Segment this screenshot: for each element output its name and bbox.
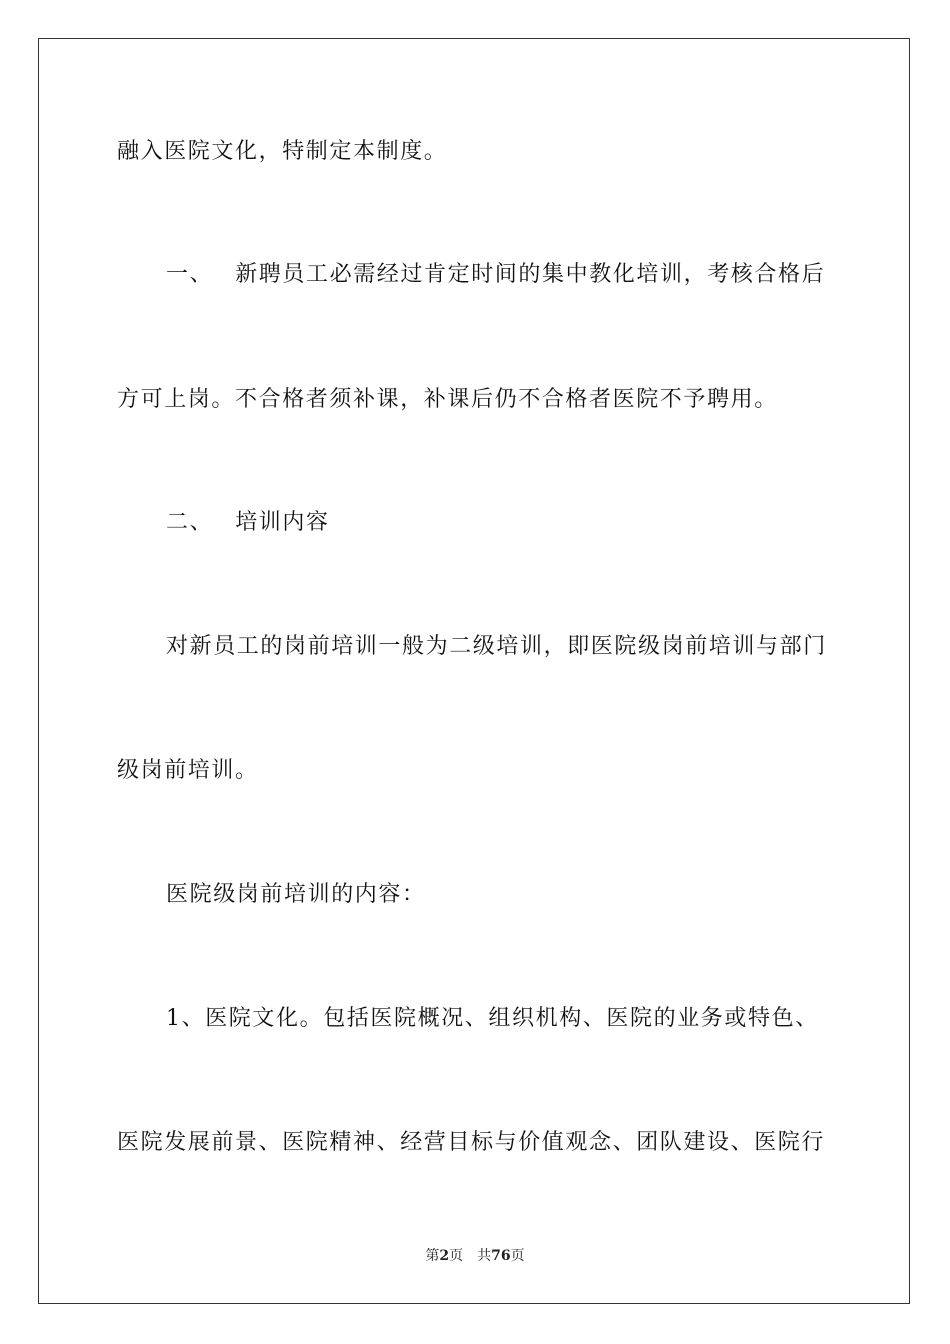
text-line-8: 1、医院文化。包括医院概况、组织机构、医院的业务或特色、 [166,1006,819,1031]
text-line-1: 融入医院文化，特制定本制度。 [117,139,448,164]
page-prefix: 第 [425,1248,440,1264]
current-page-number: 2 [439,1248,450,1264]
text-line-7: 医院级岗前培训的内容： [166,882,426,907]
text-line-9: 医院发展前景、医院精神、经营目标与价值观念、团队建设、医院行 [117,1130,826,1155]
section-heading-1 [166,260,825,290]
text-line-3: 方可上岗。不合格者须补课，补课后仍不合格者医院不予聘用。 [117,387,778,412]
total-prefix: 共 [477,1248,492,1264]
page-footer [0,1246,950,1266]
text-line-6: 级岗前培训。 [117,758,259,783]
text-line-5: 对新员工的岗前培训一般为二级培训，即医院级岗前培训与部门 [166,634,827,659]
total-suffix: 页 [510,1248,525,1264]
page-frame [38,38,910,1304]
section-number-1: 一、 [166,262,214,287]
page-suffix: 页 [449,1248,464,1264]
total-page-count: 76 [491,1248,511,1264]
section-heading-2 [166,508,330,538]
section-text-2: 培训内容 [235,510,330,535]
section-number-2: 二、 [166,510,214,535]
section-text-1: 新聘员工必需经过肯定时间的集中教化培训，考核合格后 [235,262,826,287]
